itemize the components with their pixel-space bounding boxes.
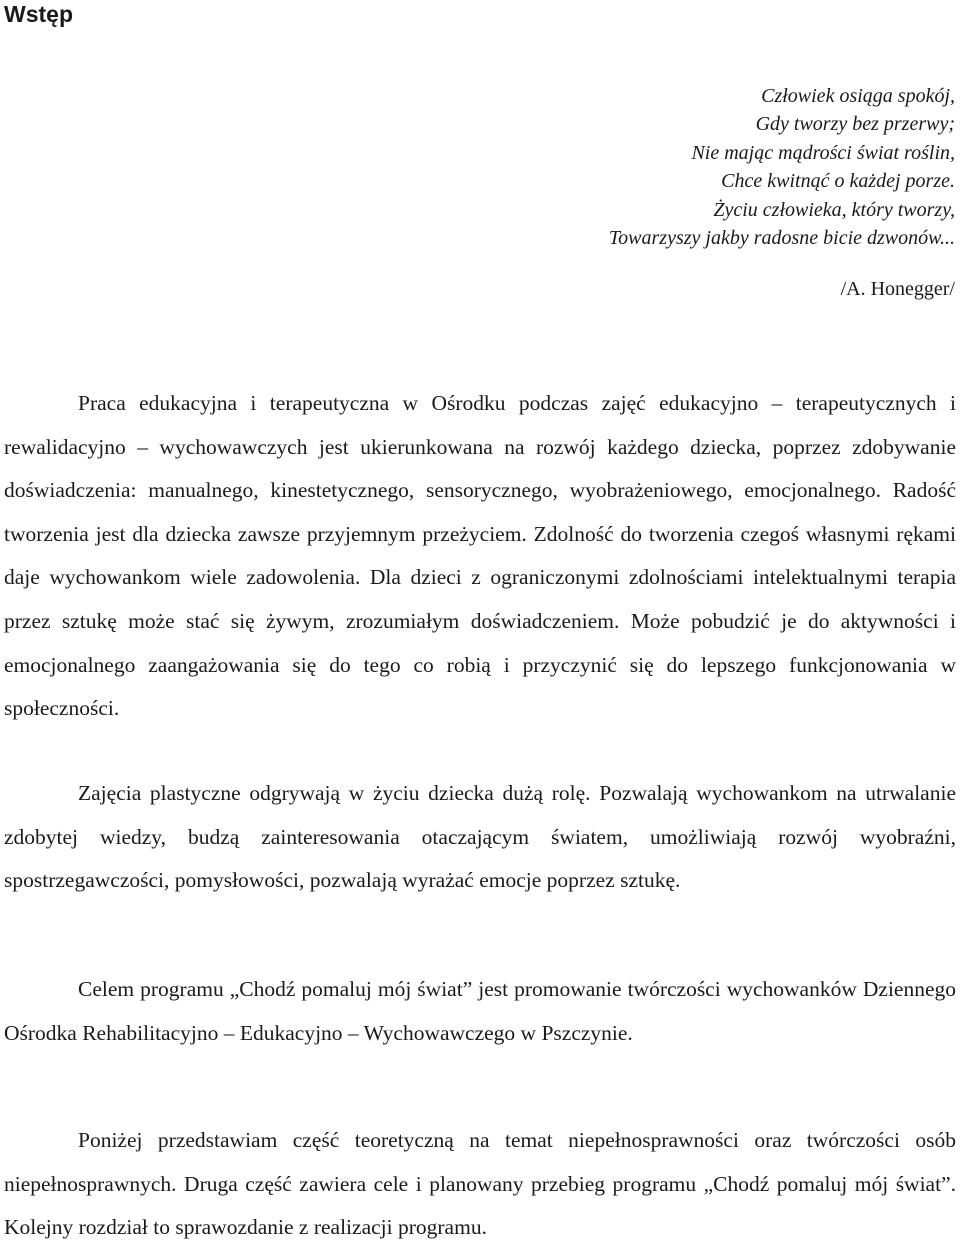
poem-line: Towarzyszy jakby radosne bicie dzwonów... [608,227,955,250]
paragraph-1: Praca edukacyjna i terapeutyczna w Ośrodku podczas zajęć edukacyjno – terapeutycznych i rewalidacyjno – wychowawczych jest ukierunkowana na rozwój każdego dziecka, poprzez zdobywanie doświadczenia: manualnego, kinestetycznego, sensorycznego, wyobrażeniowego, emocjonalnego. Radość tworzenia jest dla dziecka zawsze przyjemnym przeżyciem. Zdolność do tworzenia czegoś własnymi rękami daje wychowankom wiele zadowolenia. Dla dzieci z ograniczonymi zdolnościami intelektualnymi terapia przez sztukę może stać się żywym, zrozumiałym doświadczeniem. Może pobudzić je do aktywności i emocjonalnego zaangażowania się do tego co robią i przyczynić się do lepszego funkcjonowania w społeczności. [4,391,956,721]
paragraph-4: Poniżej przedstawiam część teoretyczną na temat niepełnosprawności oraz twórczości osób niepełnosprawnych. Druga część zawiera cele i planowany przebieg programu „Chodź pomaluj mój świat”. Kolejny rozdział to sprawozdanie z realizacji programu. [4,1128,956,1240]
poem-line: Gdy tworzy bez przerwy; [755,113,955,136]
poem-author: /A. Honegger/ [840,278,955,300]
page-title: Wstęp [4,1,73,27]
poem-line: Chce kwitnąć o każdej porze. [721,170,955,193]
poem-line: Człowiek osiąga spokój, [761,85,955,107]
epigraph-poem [609,82,955,252]
paragraph-3: Celem programu „Chodź pomaluj mój świat” jest promowanie twórczości wychowanków Dziennego Ośrodka Rehabilitacyjno – Edukacyjno – Wychowawczego w Pszczynie. [4,977,956,1045]
poem-line: Życiu człowieka, który tworzy, [713,198,955,221]
paragraph-2: Zajęcia plastyczne odgrywają w życiu dziecka dużą rolę. Pozwalają wychowankom na utrwalanie zdobytej wiedzy, budzą zainteresowania otaczającym światem, umożliwiają rozwój wyobraźni, spostrzegawczości, pomysłowości, pozwalają wyrażać emocje poprzez sztukę. [4,781,956,893]
poem-line: Nie mając mądrości świat roślin, [691,141,955,164]
